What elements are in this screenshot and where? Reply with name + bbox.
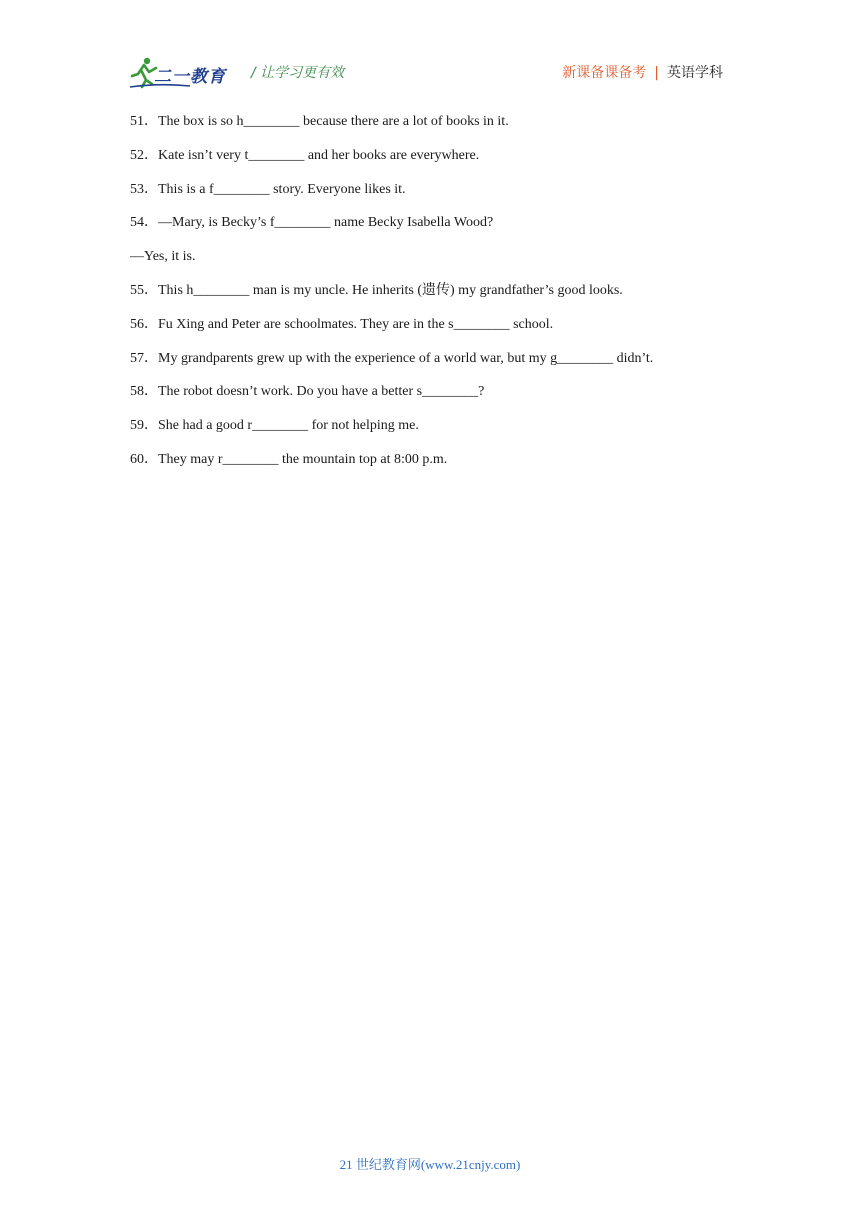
- question-60: 60．They may r________ the mountain top at 8:00 p.m.: [130, 451, 448, 467]
- question-56: 56．Fu Xing and Peter are schoolmates. They are in the s________ school.: [130, 316, 554, 332]
- page-footer[interactable]: 21 世纪教育网(www.21cnjy.com): [339, 1157, 521, 1172]
- question-55: 55．This h________ man is my uncle. He inherits (遗传) my grandfather’s good looks.: [130, 282, 623, 298]
- header-right: [562, 62, 723, 82]
- question-54: 54．—Mary, is Becky’s f________ name Becky Isabella Wood?: [130, 215, 494, 231]
- question-52: 52．Kate isn’t very t________ and her books are everywhere.: [130, 147, 480, 163]
- question-54-answer: —Yes, it is.: [130, 249, 196, 265]
- question-53: 53．This is a f________ story. Everyone likes it.: [130, 181, 406, 197]
- subject-label: 英语学科: [667, 65, 723, 81]
- question-57: 57．My grandparents grew up with the experience of a world war, but my g________ didn’t.: [130, 350, 654, 366]
- header-separator: |: [654, 65, 659, 81]
- logo-text: 二一教育: [154, 67, 226, 87]
- brand-label: 新课备课备考: [562, 65, 647, 81]
- question-59: 59．She had a good r________ for not helping me.: [130, 418, 419, 434]
- question-58: 58．The robot doesn’t work. Do you have a better s________?: [130, 384, 485, 400]
- question-list: [130, 113, 730, 485]
- slogan: / 让学习更有效: [251, 65, 345, 81]
- question-51: 51．The box is so h________ because there are a lot of books in it.: [130, 114, 509, 129]
- page-header: [0, 0, 860, 100]
- logo: [130, 56, 240, 90]
